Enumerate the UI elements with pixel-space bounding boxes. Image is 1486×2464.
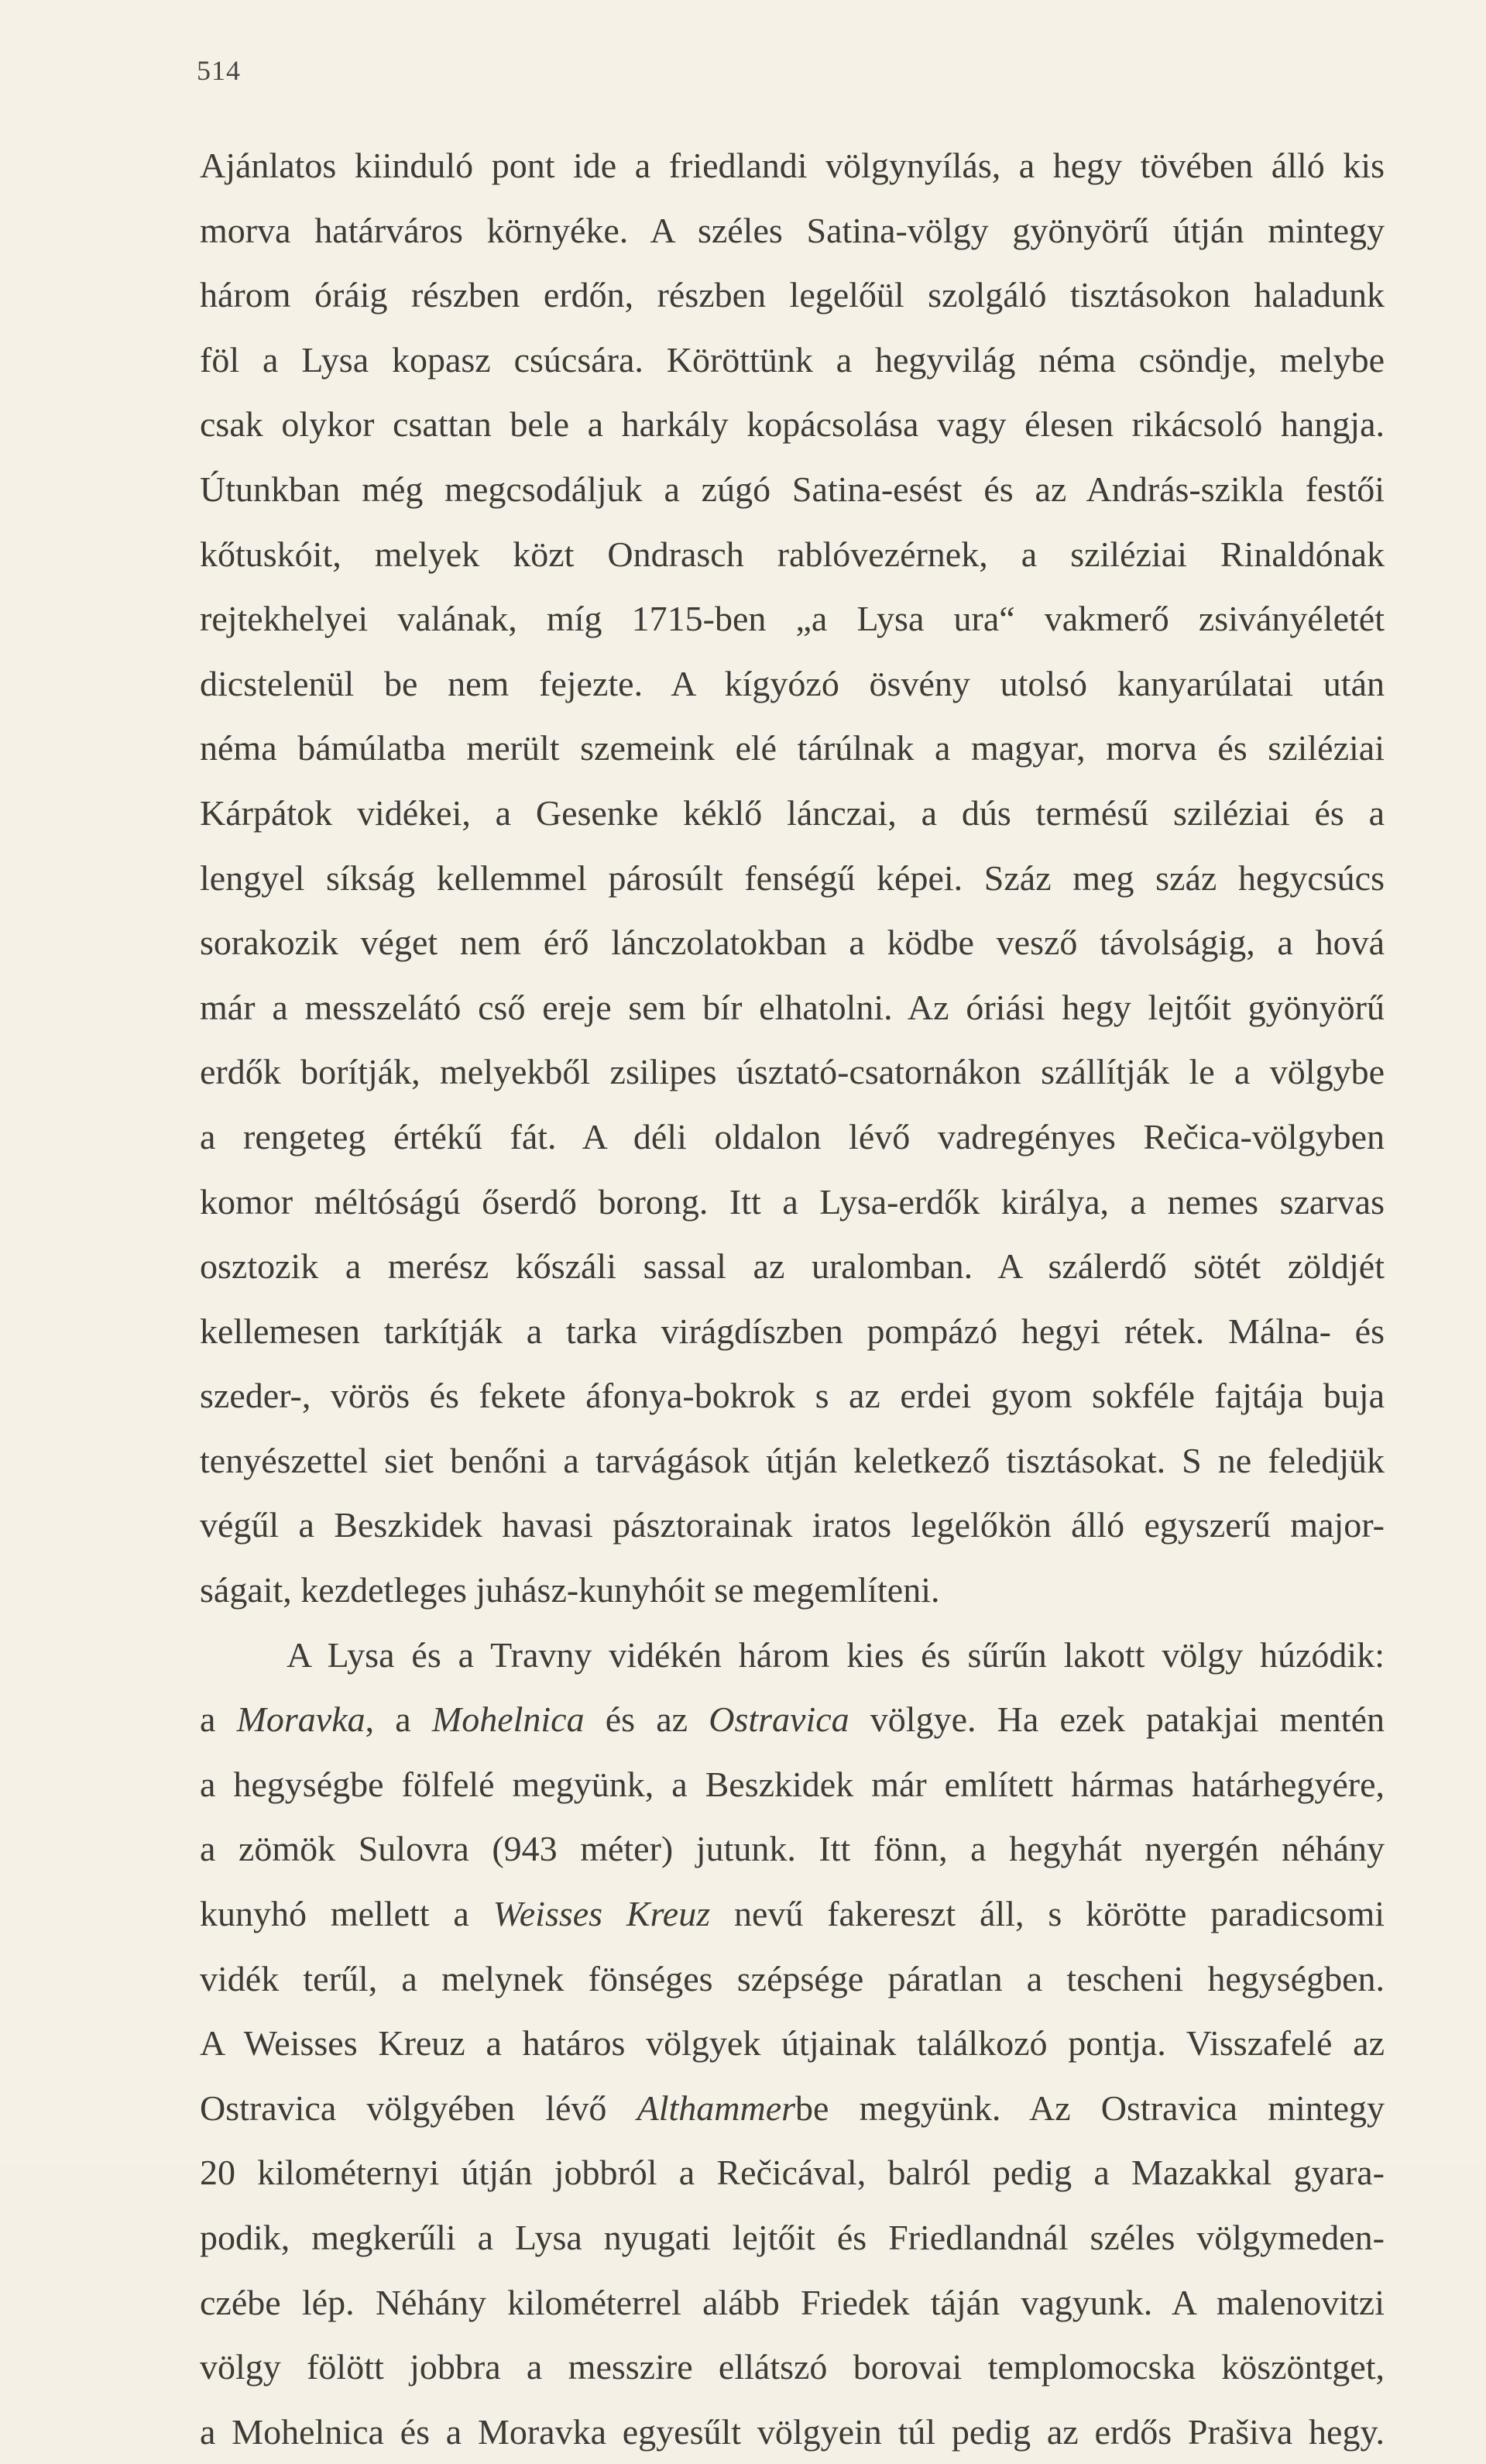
place-name-ostravica: Ostravica <box>709 1699 849 1740</box>
text-line: Útunkban még megcsodáljuk a zúgó Satina-esést és az András-szikla festői <box>200 469 1385 509</box>
page-number: 514 <box>197 55 241 86</box>
place-name-moravka: Moravka <box>236 1699 365 1740</box>
text-line: a Mohelnica és a Moravka egyesűlt völgyein túl pedig az erdős Prašiva hegy. <box>200 2411 1385 2452</box>
text-line: podik, megkerűli a Lysa nyugati lejtőit és Friedlandnál széles völgymeden- <box>200 2218 1385 2257</box>
text-line: Ajánlatos kiinduló pont ide a friedlandi völgynyílás, a hegy tövében álló kis <box>200 146 1385 185</box>
text-line: már a messzelátó cső ereje sem bír elhatolni. Az óriási hegy lejtőit gyönyörű <box>200 987 1385 1027</box>
text-line: völgy fölött jobbra a messzire ellátszó borovai templomocska köszöntget, <box>200 2347 1385 2387</box>
text-line: végűl a Beszkidek havasi pásztorainak iratos legelőkön álló egyszerű major- <box>200 1505 1385 1545</box>
text-line: csak olykor csattan bele a harkály kopácsolása vagy élesen rikácsoló hangja. <box>200 404 1385 445</box>
text-line: három óráig részben erdőn, részben legelőül szolgáló tisztásokon haladunk <box>200 275 1385 315</box>
text-line: sorakozik véget nem érő lánczolatokban a ködbe vesző távolságig, a hová <box>200 923 1385 963</box>
text-line: czébe lép. Néhány kilométerrel alább Friedek táján vagyunk. A malenovitzi <box>200 2282 1385 2322</box>
text-line <box>200 2076 1385 2141</box>
text-line <box>200 1687 1385 1752</box>
text-line: kőtuskóit, melyek közt Ondrasch rablóvezérnek, a sziléziai Rinaldónak <box>200 534 1385 574</box>
text-line: a rengeteg értékű fát. A déli oldalon lévő vadregényes Rečica-völgyben <box>200 1116 1385 1156</box>
text-line: a zömök Sulovra (943 méter) jutunk. Itt fönn, a hegyhát nyergén néhány <box>200 1829 1385 1869</box>
text-line: a hegységbe fölfelé megyünk, a Beszkidek már említett hármas határhegyére, <box>200 1764 1385 1804</box>
text-line: osztozik a merész kőszáli sassal az uralomban. A szálerdő sötét zöldjét <box>200 1246 1385 1287</box>
place-name-mohelnica: Mohelnica <box>431 1699 585 1740</box>
text-run: be megyünk. Az Ostravica mintegy <box>795 2088 1385 2128</box>
body-text <box>200 133 1385 2464</box>
text-line: Kárpátok vidékei, a Gesenke kéklő lánczai, a dús termésű sziléziai és a <box>200 792 1385 833</box>
text-line: ságait, kezdetleges juhász-kunyhóit se megemlíteni. <box>200 1570 940 1610</box>
text-line: szeder-, vörös és fekete áfonya-bokrok s az erdei gyom sokféle fajtája buja <box>200 1376 1385 1416</box>
text-run: a <box>200 1699 237 1740</box>
text-run: nevű fakereszt áll, s körötte paradicsomi <box>710 1894 1385 1934</box>
text-line: lengyel síkság kellemmel párosúlt fenségű képei. Száz meg száz hegycsúcs <box>200 857 1385 898</box>
place-name-althammer: Althammer <box>637 2088 796 2128</box>
text-line: rejtekhelyei valának, míg 1715-ben „a Lysa ura“ vakmerő zsiványéletét <box>200 599 1385 639</box>
text-line: morva határváros környéke. A széles Satina-völgy gyönyörű útján mintegy <box>200 210 1385 250</box>
text-line: A Weisses Kreuz a határos völgyek útjainak találkozó pontja. Visszafelé az <box>200 2023 1385 2064</box>
text-line: néma bámúlatba merült szemeink elé tárúlnak a magyar, morva és sziléziai <box>200 728 1385 768</box>
text-run: völgye. Ha ezek patakjai mentén <box>849 1699 1385 1740</box>
paragraph-2 <box>200 1623 1385 2464</box>
text-line: A Lysa és a Travny vidékén három kies és sűrűn lakott völgy húzódik: <box>287 1634 1385 1675</box>
text-run: kunyhó mellett a <box>200 1894 493 1934</box>
text-line: 20 kilométernyi útján jobbról a Rečicával, balról pedig a Mazakkal gyara- <box>200 2153 1385 2193</box>
text-line: vidék terűl, a melynek fönséges szépsége páratlan a tescheni hegységben. <box>200 1958 1385 1998</box>
text-run: Ostravica völgyében lévő <box>200 2088 637 2128</box>
text-line: komor méltóságú őserdő borong. Itt a Lysa-erdők királya, a nemes szarvas <box>200 1181 1385 1222</box>
text-line: tenyészettel siet benőni a tarvágások útján keletkező tisztásokat. S ne feledjük <box>200 1440 1385 1480</box>
text-run: és az <box>584 1699 709 1740</box>
place-name-weisses-kreuz: Weisses Kreuz <box>492 1894 711 1934</box>
text-run: , a <box>365 1699 432 1740</box>
text-line: dicstelenül be nem fejezte. A kígyózó ösvény utolsó kanyarúlatai után <box>200 663 1385 703</box>
text-line: erdők borítják, melyekből zsilipes úsztató-csatornákon szállítják le a völgybe <box>200 1052 1385 1092</box>
text-line: föl a Lysa kopasz csúcsára. Köröttünk a hegyvilág néma csöndje, melybe <box>200 339 1385 380</box>
text-line: kellemesen tarkítják a tarka virágdíszben pompázó hegyi rétek. Málna- és <box>200 1311 1385 1351</box>
text-line <box>200 1882 1385 1947</box>
paragraph-1 <box>200 133 1385 1623</box>
